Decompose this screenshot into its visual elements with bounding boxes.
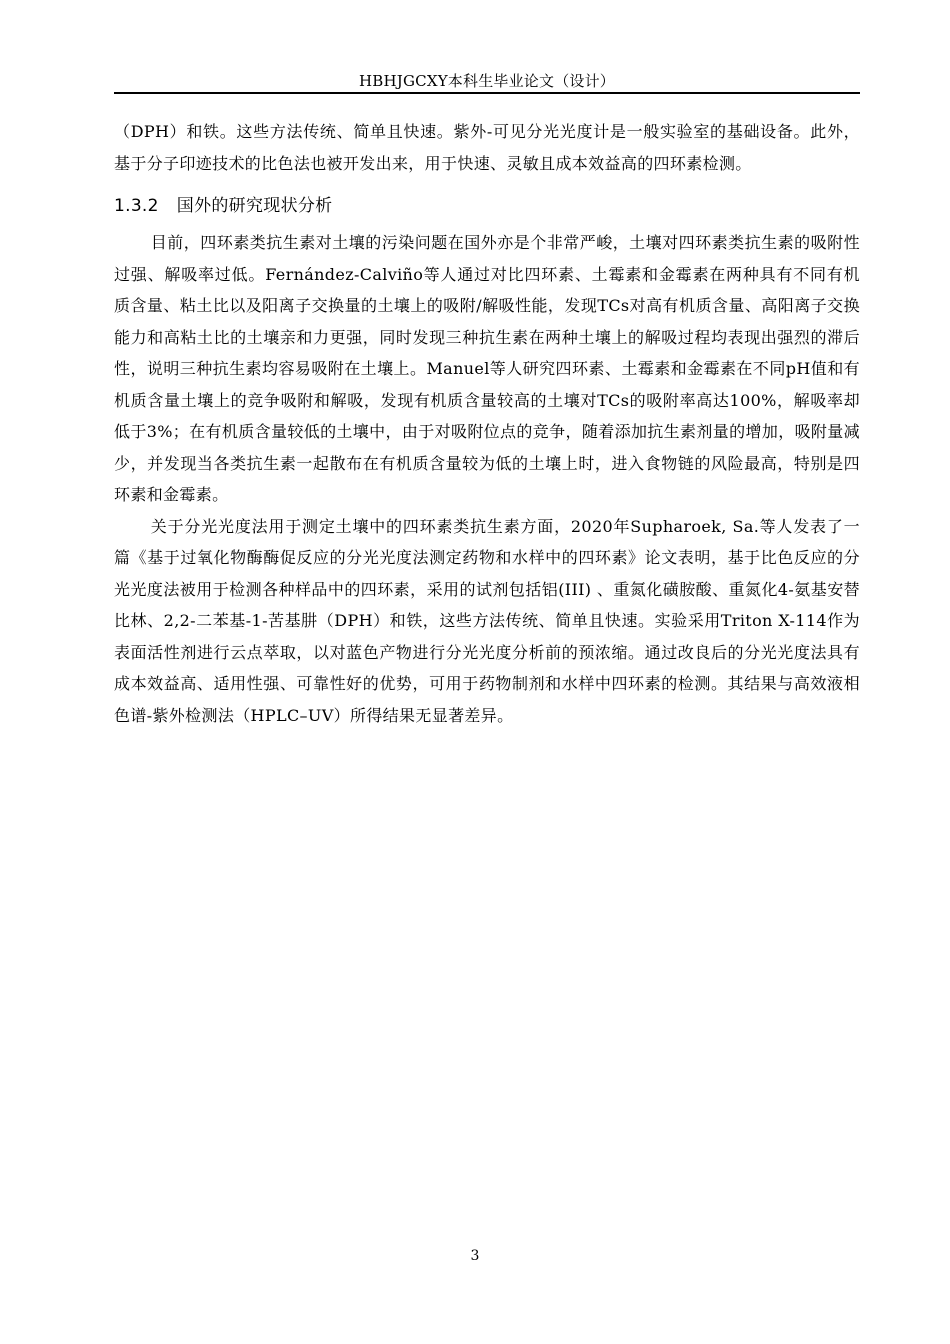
page-number: 3 [470,1248,480,1264]
section-number: 1.3.2 [114,196,159,216]
running-header: HBHJGCXY本科生毕业论文（设计） [358,72,616,90]
section-title: 国外的研究现状分析 [176,196,333,216]
header-rule [114,92,860,94]
section-heading [114,193,860,219]
page-body [114,116,860,731]
spectrophotometry-paragraph: 关于分光光度法用于测定土壤中的四环素类抗生素方面，2020年Supharoek, Sa.等人发表了一篇《基于过氧化物酶酶促反应的分光光度法测定药物和水样中的四环素》论文表明，基于比色反应的分光光度法被用于检测各种样品中的四环素，采用的试剂包括铝(III) 、重氮化磺胺酸、重氮化4-氨基安替比林、2,2-二苯基-1-苦基肼（DPH）和铁，这些方法传统、简单且快速。实验采用Triton X-114作为表面活性剂进行云点萃取，以对蓝色产物进行分光光度分析前的预浓缩。通过改良后的分光光度法具有成本效益高、适用性强、可靠性好的优势，可用于药物制剂和水样中四环素的检测。其结果与高效液相色谱-紫外检测法（HPLC–UV）所得结果无显著差异。 [114,516,860,725]
intro-continuation-paragraph: （DPH）和铁。这些方法传统、简单且快速。紫外-可见分光光度计是一般实验室的基础设备。此外，基于分子印迹技术的比色法也被开发出来，用于快速、灵敏且成本效益高的四环素检测。 [114,122,860,173]
foreign-research-paragraph: 目前，四环素类抗生素对土壤的污染问题在国外亦是个非常严峻，土壤对四环素类抗生素的吸附性过强、解吸率过低。Fernández-Calviño等人通过对比四环素、土霉素和金霉素在两种具有不同有机质含量、粘土比以及阳离子交换量的土壤上的吸附/解吸性能，发现TCs对高有机质含量、高阳离子交换能力和高粘土比的土壤亲和力更强，同时发现三种抗生素在两种土壤上的解吸过程均表现出强烈的滞后性，说明三种抗生素均容易吸附在土壤上。Manuel等人研究四环素、土霉素和金霉素在不同pH值和有机质含量土壤上的竞争吸附和解吸，发现有机质含量较高的土壤对TCs的吸附率高达100%，解吸率却低于3%；在有机质含量较低的土壤中，由于对吸附位点的竞争，随着添加抗生素剂量的增加，吸附量减少，并发现当各类抗生素一起散布在有机质含量较为低的土壤上时，进入食物链的风险最高，特别是四环素和金霉素。 [114,233,860,504]
